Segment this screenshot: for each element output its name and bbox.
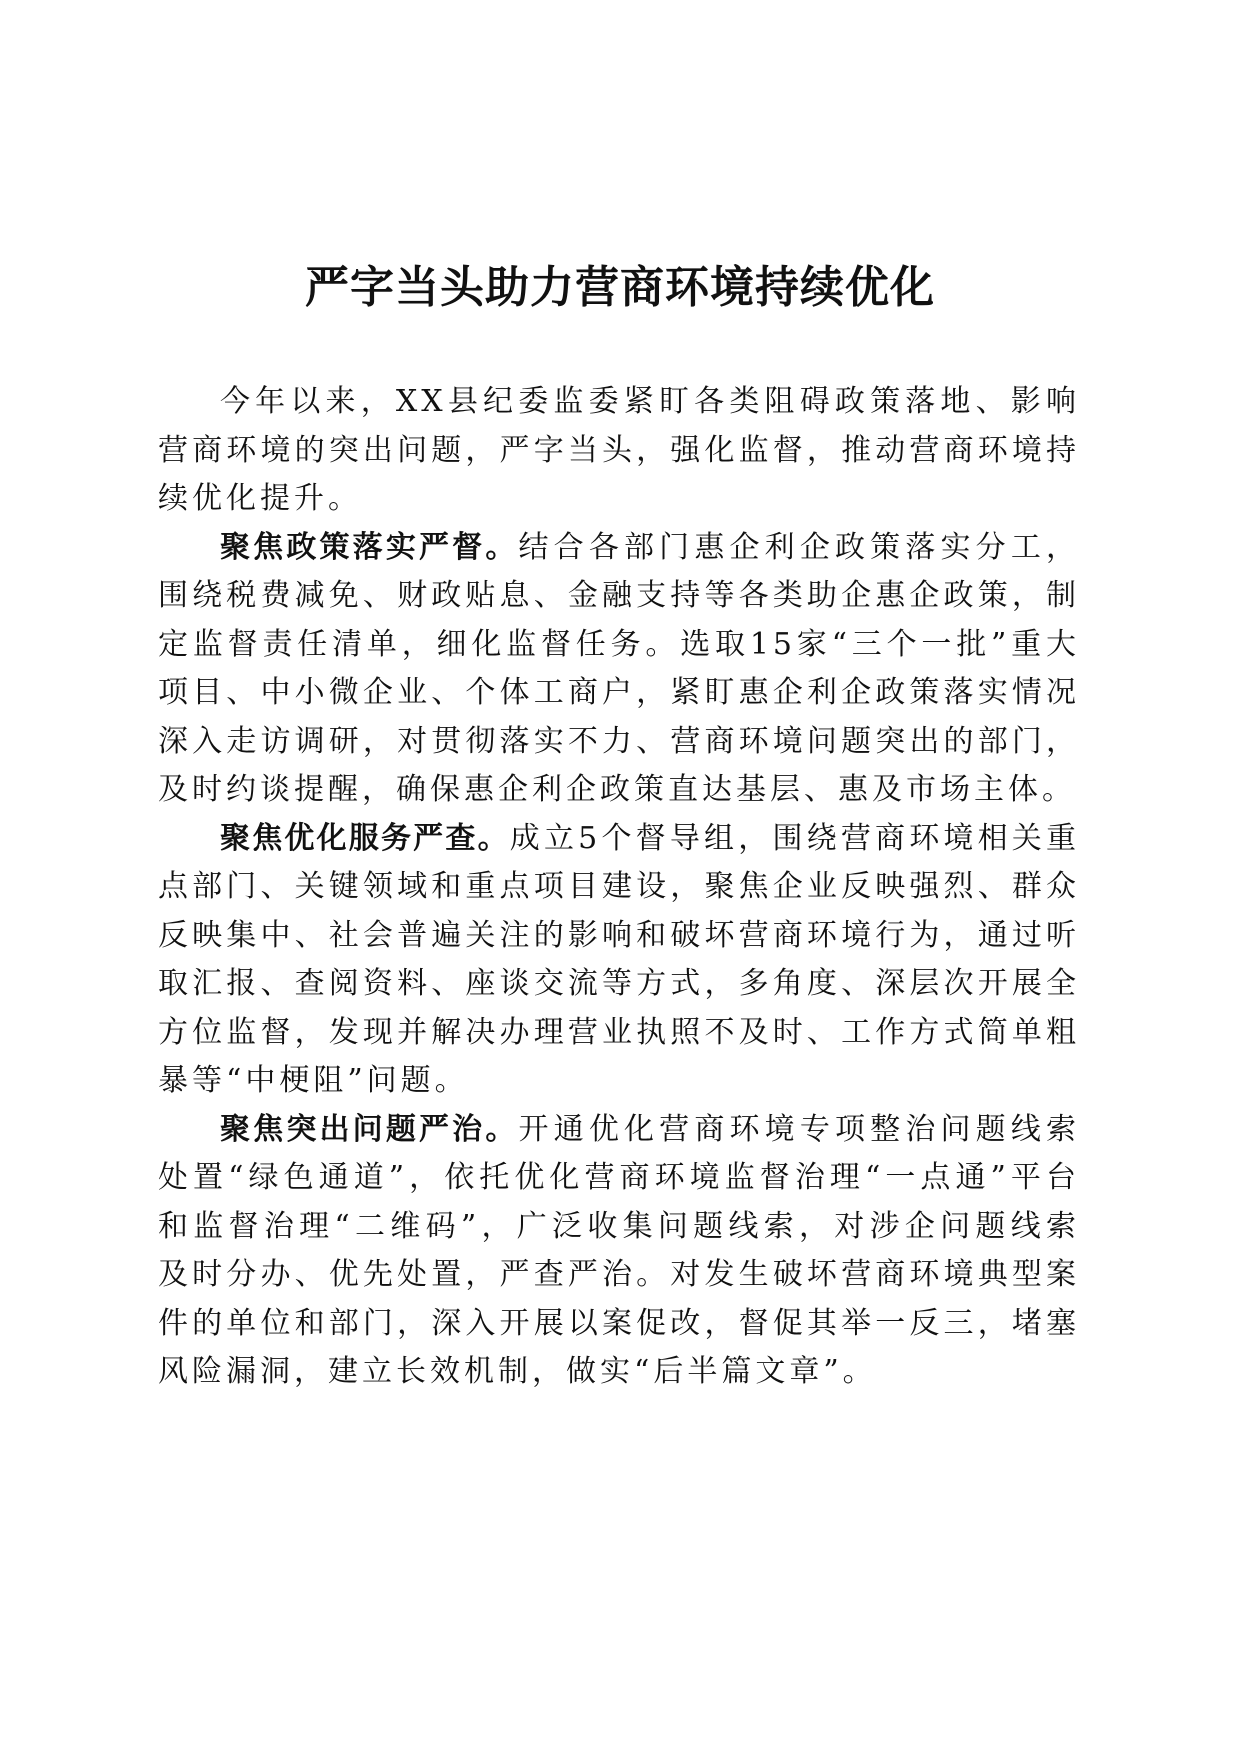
paragraph-lead: 聚焦突出问题严治。 bbox=[220, 1111, 519, 1147]
paragraph-text: 结合各部门惠企利企政策落实分工，围绕税费减免、财政贴息、金融支持等各类助企惠企政策，制定监督责任清单，细化监督任务。选取15家“三个一批”重大项目、中小微企业、个体工商户，紧盯惠企利企政策落实情况深入走访调研，对贯彻落实不力、营商环境问题突出的部门，及时约谈提醒，确保惠企利企政策直达基层、惠及市场主体。 bbox=[158, 529, 1080, 807]
paragraph-text: 开通优化营商环境专项整治问题线索处置“绿色通道”，依托优化营商环境监督治理“一点通”平台和监督治理“二维码”，广泛收集问题线索，对涉企问题线索及时分办、优先处置，严查严治。对发生破坏营商环境典型案件的单位和部门，深入开展以案促改，督促其举一反三，堵塞风险漏洞，建立长效机制，做实“后半篇文章”。 bbox=[158, 1111, 1080, 1389]
paragraph-text: 成立5个督导组，围绕营商环境相关重点部门、关键领域和重点项目建设，聚焦企业反映强烈、群众反映集中、社会普遍关注的影响和破坏营商环境行为，通过听取汇报、查阅资料、座谈交流等方式，多角度、深层次开展全方位监督，发现并解决办理营业执照不及时、工作方式简单粗暴等“中梗阻”问题。 bbox=[158, 820, 1081, 1098]
paragraph-problem-governance bbox=[158, 1106, 1080, 1397]
paragraph-lead: 聚焦政策落实严督。 bbox=[220, 529, 519, 565]
paragraph-service-inspection bbox=[158, 815, 1080, 1106]
paragraph-text: 今年以来，XX县纪委监委紧盯各类阻碍政策落地、影响营商环境的突出问题，严字当头，强化监督，推动营商环境持续优化提升。 bbox=[158, 384, 1080, 516]
document-title: 严字当头助力营商环境持续优化 bbox=[305, 262, 935, 313]
paragraph-policy-supervision bbox=[158, 524, 1080, 815]
document-body bbox=[158, 378, 1080, 1397]
paragraph-lead: 聚焦优化服务严查。 bbox=[220, 820, 510, 856]
paragraph-intro bbox=[158, 378, 1080, 524]
